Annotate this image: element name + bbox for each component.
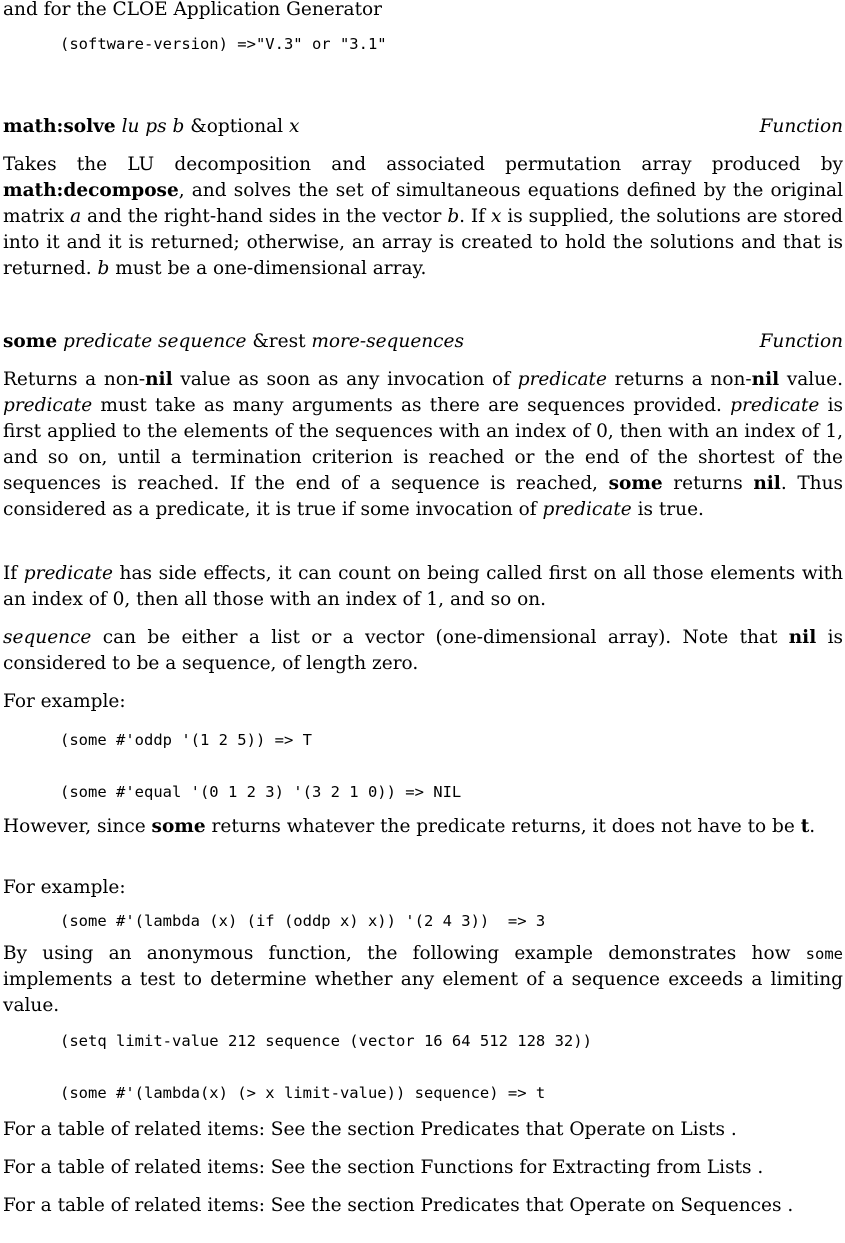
solve-args: lu ps b — [121, 116, 185, 137]
some-args: predicate sequence — [63, 331, 247, 352]
code-example-1: (some #'oddp '(1 2 5)) => T — [60, 731, 312, 749]
for-example-2: For example: — [3, 877, 126, 898]
for-example-1: For example: — [3, 691, 126, 712]
code-example-4: (setq limit-value 212 sequence (vector 16 64 512 128 32)) — [60, 1032, 592, 1050]
some-paragraph-3: sequence can be either a list or a vector (one-dimensional array). Note that nil is considered to be a sequence, of length zero. — [3, 627, 844, 674]
solve-description: Takes the LU decomposition and associated permutation array produced by math:decompose, and solves the set of simultaneous equations defined by the original matrix a and the right-hand sides in the vector b. If x is supplied, the solutions are stored into it and it is returned; otherwise, an array is created to hold the solutions and that is returned. b must be a one-dimensional array. — [3, 154, 844, 279]
code-example-5: (some #'(lambda(x) (> x limit-value)) sequence) => t — [60, 1084, 546, 1102]
some-heading — [3, 329, 843, 355]
some-paragraph-4: However, since some returns whatever the predicate returns, it does not have to be t. — [3, 816, 816, 837]
solve-optional-arg: x — [288, 116, 300, 137]
code-example-2: (some #'equal '(0 1 2 3) '(3 2 1 0)) => NIL — [60, 783, 462, 801]
code-software-version: (software-version) =>"V.3" or "3.1" — [60, 35, 387, 53]
solve-signature — [3, 114, 299, 140]
solve-function-name: math:solve — [3, 116, 116, 137]
some-rest-arg: more-sequences — [311, 331, 464, 352]
some-function-name: some — [3, 331, 58, 352]
some-signature — [3, 329, 464, 355]
some-paragraph-5: By using an anonymous function, the following example demonstrates how some implements a test to determine whether any element of a sequence exceeds a limiting value. — [3, 943, 843, 1016]
some-paragraph-2: If predicate has side effects, it can count on being called first on all those elements with an index of 0, then all those with an index of 1, and so on. — [3, 563, 843, 610]
related-items-2: For a table of related items: See the section Functions for Extracting from Lists . — [3, 1157, 764, 1178]
solve-optional-keyword: &optional — [190, 116, 284, 137]
solve-heading — [3, 114, 843, 140]
related-items-1: For a table of related items: See the section Predicates that Operate on Lists . — [3, 1119, 737, 1140]
solve-kind: Function — [759, 116, 843, 137]
code-example-3: (some #'(lambda (x) (if (oddp x) x)) '(2 4 3)) => 3 — [60, 912, 546, 930]
some-rest-keyword: &rest — [252, 331, 306, 352]
some-kind: Function — [759, 331, 843, 352]
intro-line: and for the CLOE Application Generator — [3, 0, 382, 20]
related-items-3: For a table of related items: See the section Predicates that Operate on Sequences . — [3, 1195, 794, 1216]
some-paragraph-1: Returns a non-nil value as soon as any invocation of predicate returns a non-nil value. predicate must take as many arguments as there are sequences provided. predicate is first applied to the elements of the sequences with an index of 0, then with an index of 1, and so on, until a termination criterion is reached or the end of the shortest of the sequences is reached. If the end of a sequence is reached, some returns nil. Thus considered as a predicate, it is true if some invocation of predicate is true. — [3, 369, 843, 520]
